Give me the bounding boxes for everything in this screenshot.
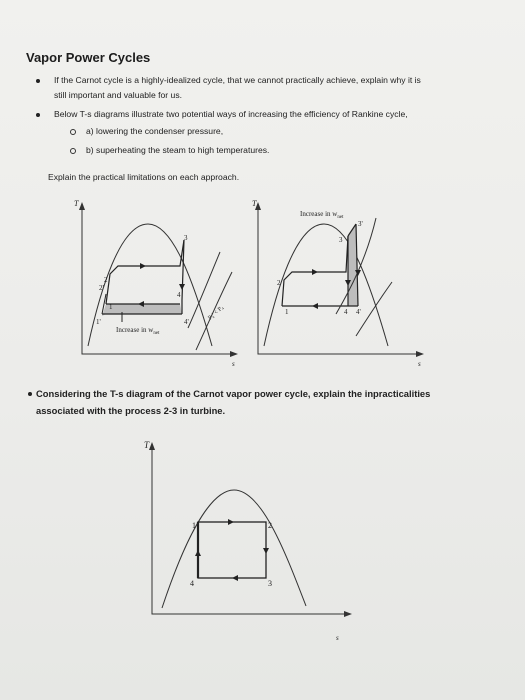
cycle-upper: [106, 240, 184, 304]
explain-text: Explain the practical limitations on each approach.: [48, 172, 240, 182]
flow-arrow: [228, 519, 234, 525]
point-4-label: 4: [177, 291, 181, 299]
point-2-label: 2: [104, 276, 108, 284]
point-1-label: 1: [192, 521, 196, 530]
sub-bullet-circle: [70, 148, 76, 154]
point-3-label: 3: [184, 234, 188, 242]
question-2-explain: [48, 170, 239, 185]
annotation-text: Increase in $w_{net}$: [116, 326, 160, 336]
question-2-text: Below T-s diagrams illustrate two potential ways of increasing the efficiency of Rankine cycle,: [54, 109, 408, 119]
point-3-prime-label: 3': [358, 220, 363, 228]
flow-arrow: [195, 550, 201, 556]
ts-diagram-carnot: [140, 436, 360, 646]
point-4-prime-label: 4': [356, 308, 361, 316]
saturation-dome: [162, 490, 306, 608]
t-axis-label: T: [74, 199, 79, 208]
axes: [258, 208, 422, 354]
flow-arrow: [140, 263, 146, 269]
s-axis-arrow: [416, 351, 424, 357]
t-axis-arrow: [149, 442, 155, 450]
s-axis-arrow: [230, 351, 238, 357]
flow-arrow: [179, 284, 185, 290]
point-1-label: 1: [109, 303, 113, 311]
isobar: [356, 282, 392, 336]
question-2-option-a: [86, 124, 223, 139]
point-2-label: 2: [277, 279, 281, 287]
s-axis-label: s: [232, 360, 235, 366]
sub-bullet-circle: [70, 129, 76, 135]
bullet-dot: [36, 113, 40, 117]
t-axis-label: T: [144, 440, 150, 450]
question-2-option-b: [86, 143, 269, 158]
point-1-label: 1: [285, 308, 289, 316]
s-axis-label: s: [336, 634, 339, 642]
s-axis-label: s: [418, 360, 421, 366]
flow-arrow: [312, 303, 318, 309]
t-axis-label: T: [252, 199, 257, 208]
pressure-label: P₄' < P₄: [207, 304, 225, 322]
flow-arrow: [312, 269, 318, 275]
flow-arrow: [232, 575, 238, 581]
bullet-dot: [36, 79, 40, 83]
question-1-line-1: If the Carnot cycle is a highly-idealized cycle, that we cannot practically achieve, explain why it is: [54, 75, 421, 85]
s-axis-arrow: [344, 611, 352, 617]
point-3-label: 3: [268, 579, 272, 588]
carnot-cycle: [198, 522, 266, 578]
question-1: [54, 73, 421, 103]
axes: [152, 448, 350, 614]
question-1-line-2: still important and valuable for us.: [54, 90, 183, 100]
question-3: [36, 385, 430, 419]
ts-diagram-condenser-pressure: [60, 196, 250, 366]
question-3-line-1: Considering the T-s diagram of the Carnot vapor power cycle, explain the inpracticalities: [36, 388, 431, 399]
option-b-text: b) superheating the steam to high temperatures.: [86, 145, 270, 155]
point-4-label: 4: [190, 579, 194, 588]
point-1-prime-label: 1': [96, 318, 101, 326]
point-4-label: 4: [344, 308, 348, 316]
question-3-line-2: associated with the process 2-3 in turbine.: [36, 405, 226, 416]
annotation-text: Increase in $w_{net}$: [300, 210, 344, 220]
option-a-text: a) lowering the condenser pressure,: [86, 126, 224, 136]
point-2-label: 2: [268, 521, 272, 530]
ts-diagram-superheating: [252, 196, 442, 366]
bullet-dot: [28, 392, 32, 396]
t-axis-arrow: [79, 202, 85, 210]
question-2: [54, 107, 408, 122]
page-title: Vapor Power Cycles: [26, 50, 151, 65]
point-2-prime-label: 2': [99, 284, 104, 292]
point-4-prime-label: 4': [184, 318, 189, 326]
point-3-label: 3: [339, 236, 343, 244]
flow-arrow: [263, 548, 269, 554]
